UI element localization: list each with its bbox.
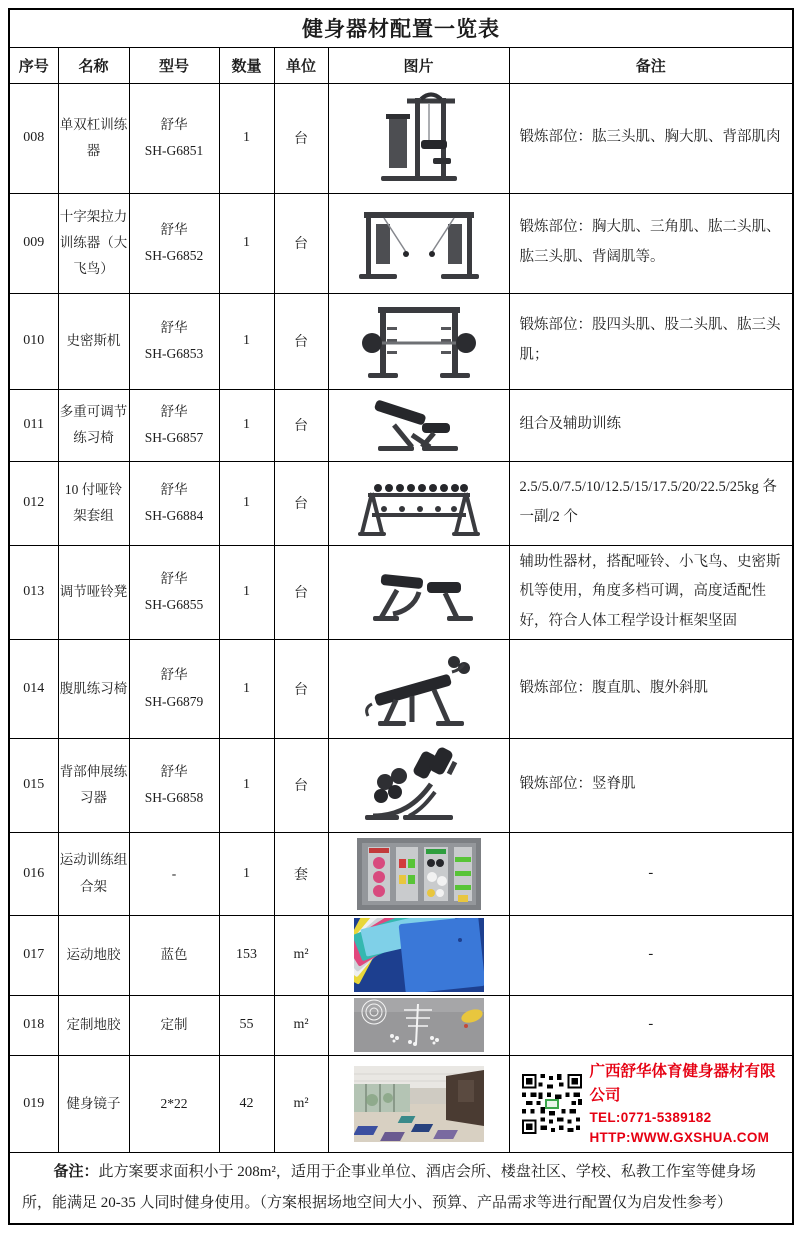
row-serial: 016: [9, 832, 58, 915]
row-name: 史密斯机: [58, 293, 129, 389]
table-row: [9, 738, 793, 832]
model-code: SH-G6884: [144, 508, 204, 523]
model-brand: 舒华: [160, 403, 188, 419]
model-brand: 蓝色: [160, 947, 188, 962]
row-remark: 辅助性器材，搭配哑铃、小飞鸟、史密斯机等使用，角度多档可调，高度适配性好，符合人体工程学设计框架坚固: [509, 545, 793, 639]
row-quantity: 1: [219, 639, 274, 738]
model-brand: 舒华: [160, 667, 188, 683]
row-remark: 锻炼部位：竖脊肌: [509, 738, 793, 832]
row-serial: 009: [9, 193, 58, 293]
dumbbell-rack-photo: [328, 461, 509, 545]
footnote-label: 备注：: [53, 1163, 99, 1181]
model-brand: 舒华: [160, 116, 188, 132]
row-remark: 2.5/5.0/7.5/10/12.5/15/17.5/20/22.5/25kg 各一副/2 个: [509, 461, 793, 545]
table-row: [9, 639, 793, 738]
row-remark: -: [509, 995, 793, 1055]
row-model: [129, 995, 219, 1055]
row-unit: 台: [274, 461, 328, 545]
row-quantity: 153: [219, 915, 274, 995]
model-brand: -: [171, 865, 177, 881]
adjustable-bench-photo: [328, 389, 509, 461]
pull-up-dip-trainer-photo: [328, 83, 509, 193]
row-serial: 010: [9, 293, 58, 389]
row-model: [129, 832, 219, 915]
qr-code-icon: [522, 1074, 582, 1134]
row-unit: 套: [274, 832, 328, 915]
row-quantity: 1: [219, 832, 274, 915]
col-header-no: 序号: [9, 47, 58, 83]
col-header-image: 图片: [328, 47, 509, 83]
model-brand: 舒华: [160, 481, 188, 497]
dumbbell-bench-photo: [328, 545, 509, 639]
table-row: [9, 389, 793, 461]
row-remark: -: [509, 915, 793, 995]
col-header-qty: 数量: [219, 47, 274, 83]
model-brand: 舒华: [160, 319, 188, 335]
row-name: 腹肌练习椅: [58, 639, 129, 738]
model-code: SH-G6852: [144, 248, 204, 263]
row-name: 定制地胶: [58, 995, 129, 1055]
row-quantity: 1: [219, 738, 274, 832]
model-code: SH-G6879: [144, 693, 204, 709]
cable-crossover-photo: [328, 193, 509, 293]
footnote-cell: [9, 1153, 793, 1224]
company-contact-text: [590, 1060, 781, 1149]
row-quantity: 1: [219, 293, 274, 389]
table-row: [9, 83, 793, 193]
ab-crunch-bench-photo: [328, 639, 509, 738]
row-name: 10 付哑铃架套组: [58, 461, 129, 545]
row-name: 背部伸展练习器: [58, 738, 129, 832]
model-brand: 2*22: [160, 1095, 188, 1111]
row-quantity: 1: [219, 193, 274, 293]
row-quantity: 55: [219, 995, 274, 1055]
row-name: 调节哑铃凳: [58, 545, 129, 639]
row-name: 运动地胶: [58, 915, 129, 995]
row-remark: 锻炼部位：胸大肌、三角肌、肱二头肌、肱三头肌、背阔肌等。: [509, 193, 793, 293]
row-model: [129, 545, 219, 639]
page-title: 健身器材配置一览表: [9, 9, 793, 47]
model-code: SH-G6857: [144, 430, 204, 445]
row-unit: 台: [274, 389, 328, 461]
row-model: [129, 915, 219, 995]
row-name: 健身镜子: [58, 1055, 129, 1153]
company-contact-cell: [509, 1055, 793, 1153]
model-code: SH-G6855: [144, 597, 204, 613]
col-header-unit: 单位: [274, 47, 328, 83]
row-serial: 014: [9, 639, 58, 738]
row-unit: 台: [274, 639, 328, 738]
row-serial: 018: [9, 995, 58, 1055]
row-serial: 017: [9, 915, 58, 995]
row-unit: m²: [274, 1055, 328, 1153]
table-row: [9, 545, 793, 639]
company-contact-block: [520, 1058, 783, 1151]
table-row: [9, 832, 793, 915]
row-remark: 锻炼部位：股四头肌、股二头肌、肱三头肌；: [509, 293, 793, 389]
row-quantity: 1: [219, 83, 274, 193]
company-website: HTTP:WWW.GXSHUA.COM: [589, 1129, 770, 1145]
row-model: [129, 83, 219, 193]
footnote-row: [9, 1153, 793, 1224]
row-unit: 台: [274, 738, 328, 832]
mirror-studio-photo: [328, 1055, 509, 1153]
row-unit: m²: [274, 915, 328, 995]
row-serial: 015: [9, 738, 58, 832]
flooring-samples-photo: [328, 915, 509, 995]
table-row: [9, 1055, 793, 1153]
header-row: [9, 47, 793, 83]
row-unit: 台: [274, 293, 328, 389]
row-model: [129, 1055, 219, 1153]
col-header-remark: 备注: [509, 47, 793, 83]
row-serial: 012: [9, 461, 58, 545]
footnote-text: [22, 1157, 780, 1219]
table-row: [9, 461, 793, 545]
row-serial: 011: [9, 389, 58, 461]
smith-machine-photo: [328, 293, 509, 389]
row-model: [129, 461, 219, 545]
model-code: SH-G6851: [144, 143, 204, 158]
company-tel: TEL:0771-5389182: [589, 1109, 712, 1125]
table-row: [9, 915, 793, 995]
table-row: [9, 995, 793, 1055]
col-header-model: 型号: [129, 47, 219, 83]
row-unit: 台: [274, 83, 328, 193]
row-remark: 锻炼部位：腹直肌、腹外斜肌: [509, 639, 793, 738]
row-serial: 008: [9, 83, 58, 193]
training-storage-rack-photo: [328, 832, 509, 915]
model-brand: 定制: [160, 1017, 188, 1032]
back-extension-photo: [328, 738, 509, 832]
custom-flooring-photo: [328, 995, 509, 1055]
model-code: SH-G6853: [144, 346, 204, 361]
row-unit: m²: [274, 995, 328, 1055]
model-code: SH-G6858: [144, 790, 204, 806]
model-brand: 舒华: [160, 570, 188, 586]
equipment-config-table: [8, 8, 794, 1225]
company-name: 广西舒华体育健身器材有限公司: [589, 1062, 776, 1104]
model-brand: 舒华: [160, 763, 188, 779]
row-quantity: 1: [219, 461, 274, 545]
row-name: 运动训练组合架: [58, 832, 129, 915]
row-remark: -: [509, 832, 793, 915]
row-quantity: 1: [219, 545, 274, 639]
row-unit: 台: [274, 545, 328, 639]
row-name: 多重可调节练习椅: [58, 389, 129, 461]
col-header-name: 名称: [58, 47, 129, 83]
row-model: [129, 193, 219, 293]
row-serial: 013: [9, 545, 58, 639]
row-unit: 台: [274, 193, 328, 293]
row-quantity: 42: [219, 1055, 274, 1153]
row-model: [129, 639, 219, 738]
row-model: [129, 293, 219, 389]
table-row: [9, 193, 793, 293]
footnote-body: 此方案要求面积小于 208m²，适用于企事业单位、酒店会所、楼盘社区、学校、私教工作室等健身场所，能满足 20-35 人同时健身使用。（方案根据场地空间大小、预算、产品需求等进行配置仅为启发性参考）: [22, 1164, 756, 1211]
row-name: 十字架拉力训练器（大飞鸟）: [58, 193, 129, 293]
title-row: [9, 9, 793, 47]
row-remark: 锻炼部位：肱三头肌、胸大肌、背部肌肉: [509, 83, 793, 193]
model-brand: 舒华: [160, 221, 188, 237]
row-model: [129, 738, 219, 832]
row-name: 单双杠训练器: [58, 83, 129, 193]
table-row: [9, 293, 793, 389]
row-quantity: 1: [219, 389, 274, 461]
row-remark: 组合及辅助训练: [509, 389, 793, 461]
row-serial: 019: [9, 1055, 58, 1153]
row-model: [129, 389, 219, 461]
